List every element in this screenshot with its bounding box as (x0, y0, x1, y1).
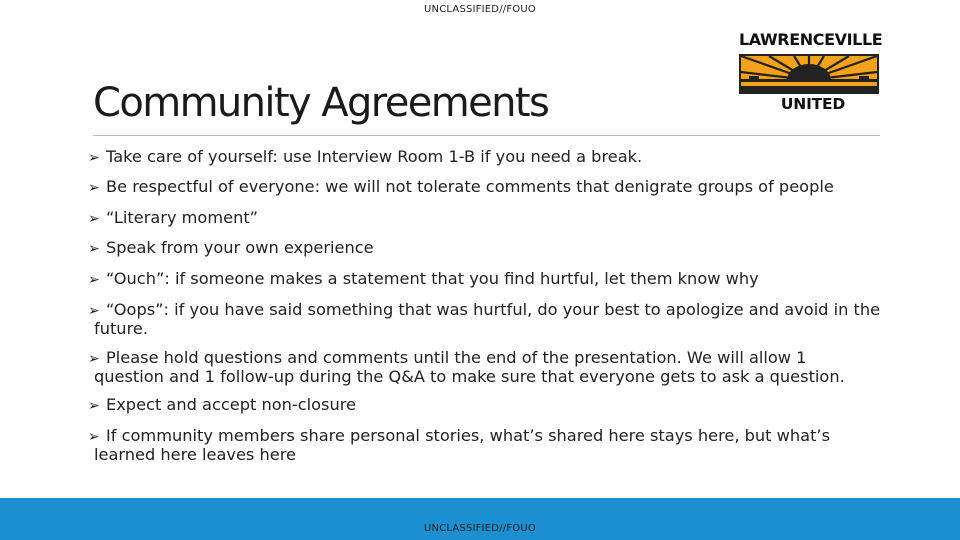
bullet-text: “Literary moment” (106, 208, 259, 227)
bullet-text: Expect and accept non-closure (106, 395, 356, 414)
logo-text-top: LAWRENCEVILLE (739, 30, 883, 49)
bullet-text-continuation: question and 1 follow-up during the Q&A to make sure that everyone gets to ask a question. (94, 367, 845, 386)
arrow-bullet-icon: ➢ (88, 272, 100, 288)
bullet-text: Take care of yourself: use Interview Room 1-B if you need a break. (106, 147, 643, 166)
bullet-item (88, 427, 883, 463)
arrow-bullet-icon: ➢ (88, 180, 100, 196)
bullet-item (88, 209, 883, 228)
bullet-text-continuation: learned here leaves here (94, 445, 296, 464)
bullet-text-continuation: future. (94, 319, 148, 338)
arrow-bullet-icon: ➢ (88, 351, 100, 367)
bullet-text: “Ouch”: if someone makes a statement that you find hurtful, let them know why (106, 269, 759, 288)
slide-title: Community Agreements (93, 80, 549, 126)
arrow-bullet-icon: ➢ (88, 150, 100, 166)
bullet-item (88, 396, 883, 415)
bullet-item (88, 148, 883, 167)
classification-banner-bottom: UNCLASSIFIED//FOUO (424, 523, 536, 534)
bullet-item (88, 270, 883, 289)
title-divider (93, 135, 880, 136)
bullet-text: Be respectful of everyone: we will not tolerate comments that denigrate groups of people (106, 177, 834, 196)
logo-text-bottom: UNITED (780, 95, 846, 113)
arrow-bullet-icon: ➢ (88, 211, 100, 227)
arrow-bullet-icon: ➢ (88, 429, 100, 445)
sunrise-logo-icon (739, 54, 879, 94)
arrow-bullet-icon: ➢ (88, 303, 100, 319)
bullet-text: If community members share personal stories, what’s shared here stays here, but what’s (106, 426, 831, 445)
bullet-item (88, 301, 883, 337)
bullet-text: Please hold questions and comments until the end of the presentation. We will allow 1 (106, 348, 807, 367)
bullet-item (88, 239, 883, 258)
bullet-item (88, 349, 883, 385)
lawrenceville-united-logo (739, 30, 883, 128)
arrow-bullet-icon: ➢ (88, 241, 100, 257)
arrow-bullet-icon: ➢ (88, 398, 100, 414)
bullet-text: “Oops”: if you have said something that was hurtful, do your best to apologize and avoid in the (106, 300, 881, 319)
bullet-text: Speak from your own experience (106, 238, 374, 257)
bullet-item (88, 178, 883, 197)
classification-banner-top: UNCLASSIFIED//FOUO (424, 4, 536, 15)
